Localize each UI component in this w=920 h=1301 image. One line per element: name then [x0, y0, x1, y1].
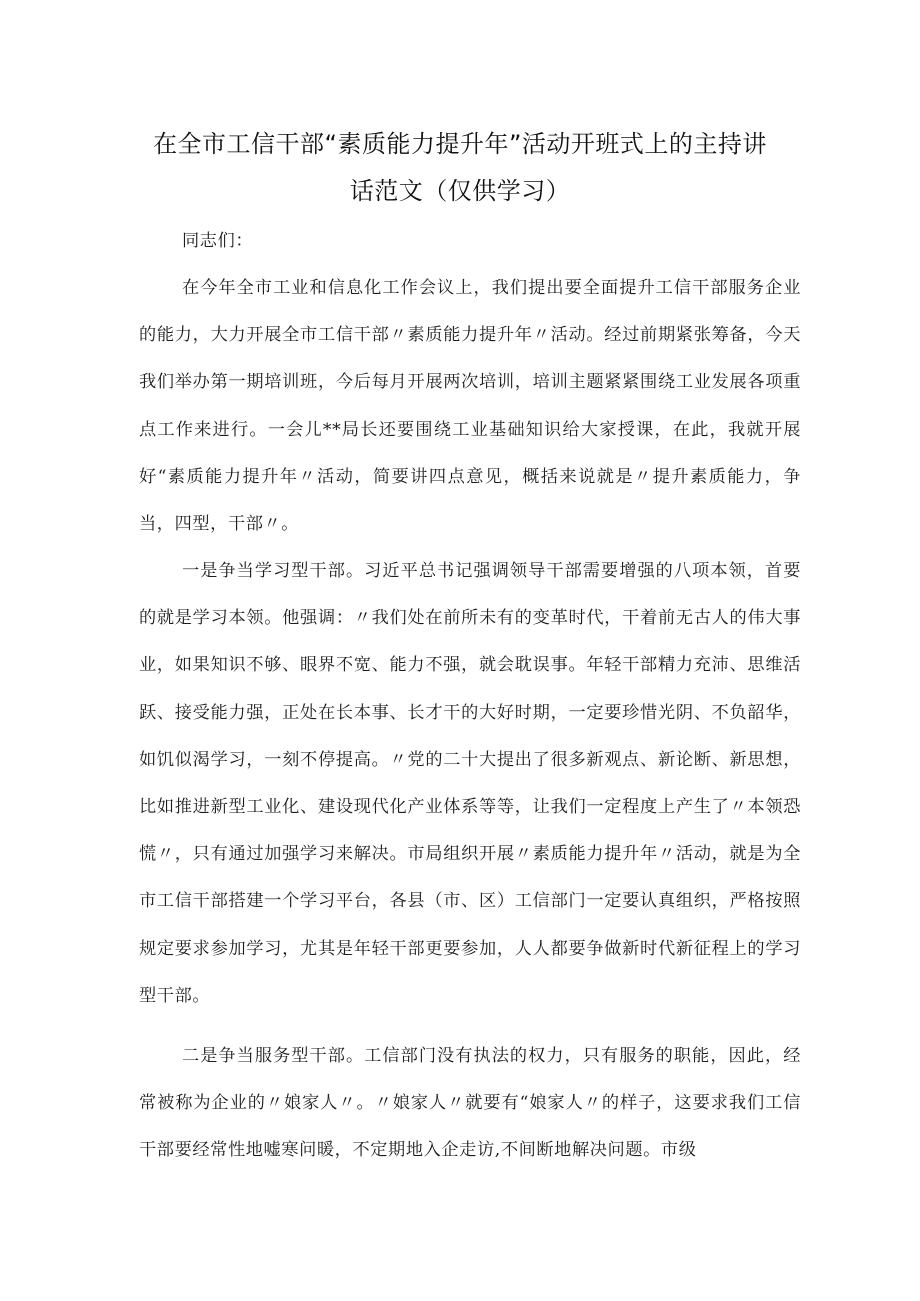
paragraph-learning-cadre: 一是争当学习型干部。习近平总书记强调领导干部需要增强的八项本领，首要的就是学习本领。他强调：〃我们处在前所未有的变革时代，干着前无古人的伟大事业，如果知识不够、眼界不宽、能力不强，就会耽误事。年轻干部精力充沛、思维活跃、接受能力强，正处在长本事、长才干的大好时期，一定要珍惜光阴、不负韶华，如饥似渴学习，一刻不停提高。〃党的二十大提出了很多新观点、新论断、新思想，比如推进新型工业化、建设现代化产业体系等等，让我们一定程度上产生了〃本领恐慌〃，只有通过加强学习来解决。市局组织开展〃素质能力提升年〃活动，就是为全市工信干部搭建一个学习平台，各县（市、区）工信部门一定要认真组织，严格按照规定要求参加学习，尤其是年轻干部更要参加，人人都要争做新时代新征程上的学习型干部。 — [139, 561, 801, 1006]
greeting: 同志们： — [182, 231, 254, 251]
document-title-line-2: 话范文（仅供学习） — [349, 177, 571, 205]
paragraph-intro: 在今年全市工业和信息化工作会议上，我们提出要全面提升工信干部服务企业的能力，大力开展全市工信干部〃素质能力提升年〃活动。经过前期紧张筹备，今天我们举办第一期培训班，今后每月开展两次培训，培训主题紧紧围绕工业发展各项重点工作来进行。一会儿**局长还要围绕工业基础知识给大家授课，在此，我就开展好“素质能力提升年〃活动，简要讲四点意见，概括来说就是〃提升素质能力，争当，四型，干部〃。 — [139, 278, 801, 535]
paragraph-service-cadre: 二是争当服务型干部。工信部门没有执法的权力，只有服务的职能，因此，经常被称为企业的〃娘家人〃。〃娘家人〃就要有“娘家人〃的样子，这要求我们工信干部要经常性地嘘寒问暖，不定期地入企走访,不间断地解决问题。市级 — [139, 1046, 801, 1161]
document-title-line-1: 在全市工信干部“素质能力提升年”活动开班式上的主持讲 — [153, 130, 767, 158]
